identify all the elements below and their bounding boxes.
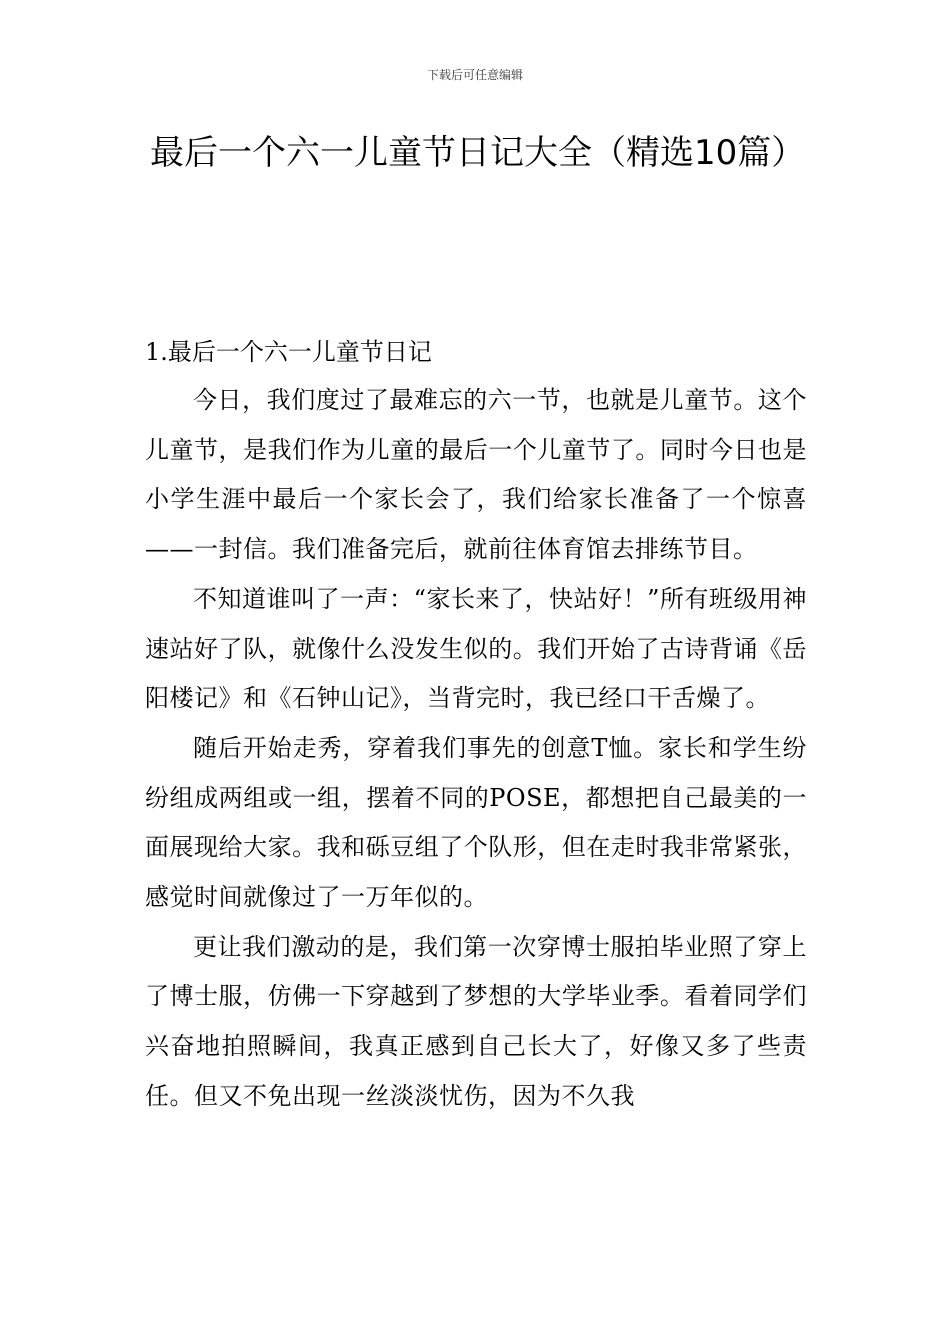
section-heading: 1.最后一个六一儿童节日记 — [145, 338, 432, 366]
paragraph-1: 今日，我们度过了最难忘的六一节，也就是儿童节。这个儿童节，是我们作为儿童的最后一个儿童节了。同时今日也是小学生涯中最后一个家长会了，我们给家长准备了一个惊喜——一封信。我们准备完后，就前往体育馆去排练节目。 — [145, 386, 807, 564]
header-note: 下载后可任意编辑 — [426, 68, 523, 82]
paragraph-2: 不知道谁叫了一声：“家长来了，快站好！”所有班级用神速站好了队，就像什么没发生似的。我们开始了古诗背诵《岳阳楼记》和《石钟山记》，当背完时，我已经口干舌燥了。 — [145, 584, 807, 713]
paragraph-4: 更让我们激动的是，我们第一次穿博士服拍毕业照了穿上了博士服，仿佛一下穿越到了梦想的大学毕业季。看着同学们兴奋地拍照瞬间，我真正感到自己长大了，好像又多了些责任。但又不免出现一丝淡淡忧伤，因为不久我 — [145, 932, 807, 1110]
document-body — [145, 328, 807, 1122]
document-title: 最后一个六一儿童节日记大全（精选10篇） — [150, 133, 806, 173]
paragraph-3: 随后开始走秀，穿着我们事先的创意T恤。家长和学生纷纷组成两组或一组，摆着不同的POSE，都想把自己最美的一面展现给大家。我和砾豆组了个队形，但在走时我非常紧张，感觉时间就像过了一万年似的。 — [145, 733, 807, 912]
